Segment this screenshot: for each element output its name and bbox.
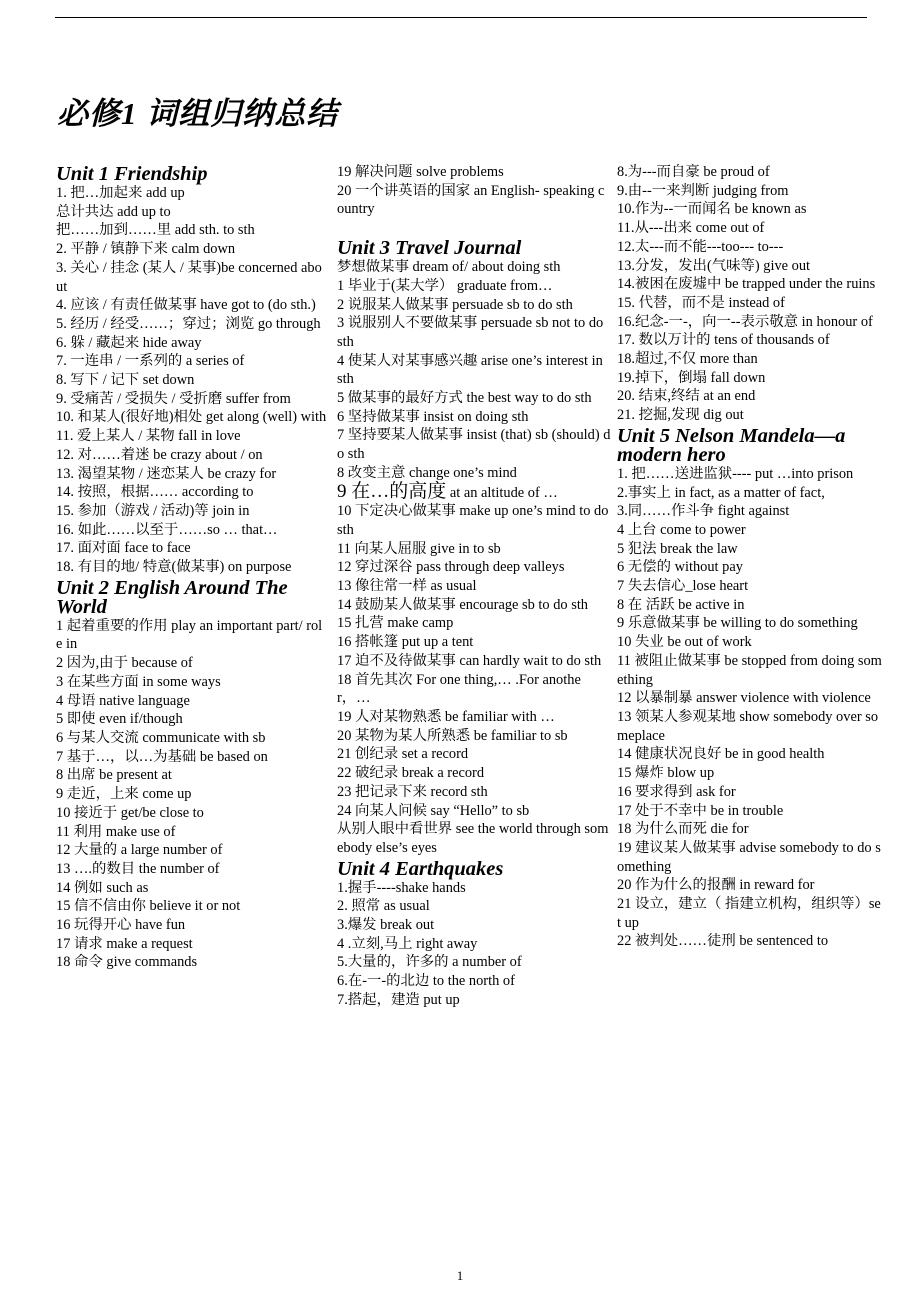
phrase-item: 从别人眼中看世界 see the world through somebody else’s eyes [337, 821, 609, 856]
phrase-item: 8 在 活跃 be active in [617, 596, 745, 613]
unit-heading: Unit 3 Travel Journal [337, 237, 522, 260]
phrase-english: at an altitude of … [446, 484, 558, 501]
phrase-item: 7 坚持要某人做某事 insist (that) sb (should) do sth [337, 427, 611, 463]
phrase-item: 14 健康状况良好 be in good health [617, 746, 825, 763]
phrase-item: 5 做某事的最好方式 the best way to do sth [337, 390, 592, 407]
phrase-item: 19 建议某人做某事 advise somebody to do something [617, 839, 881, 875]
phrase-item: 11. 爱上某人 / 某物 fall in love [56, 428, 241, 445]
phrase-item: 梦想做某事 dream of/ about doing sth [337, 259, 561, 276]
phrase-item: 18. 有目的地/ 特意(做某事) on purpose [56, 559, 292, 576]
phrase-item: 18 命令 give commands [56, 954, 198, 971]
phrase-item: 20 某物为某人所熟悉 be familiar to sb [337, 727, 568, 744]
phrase-item: 14. 按照，根据…… according to [56, 484, 254, 501]
phrase-item: 1. 把…加起来 add up [56, 185, 185, 201]
phrase-item: 6. 躲 / 藏起来 hide away [56, 334, 202, 351]
phrase-item: 14 例如 such as [56, 879, 149, 896]
phrase-item: 16 搭帐篷 put up a tent [337, 634, 474, 651]
phrase-item: 10 接近于 get/be close to [56, 804, 204, 821]
phrase-item: 7 基于…，以…为基础 be based on [56, 748, 268, 765]
phrase-item: 4 上台 come to power [617, 521, 746, 538]
phrase-item: 15 爆炸 blow up [617, 765, 715, 782]
phrase-item: 12 以暴制暴 answer violence with violence [617, 690, 871, 707]
phrase-item: 12. 对……着迷 be crazy about / on [56, 446, 263, 463]
phrase-item: 3.同……作斗争 fight against [617, 503, 790, 520]
phrase-item: 9.由--一来判断 judging from [617, 182, 789, 199]
phrase-item: 12 大量的 a large number of [56, 842, 223, 859]
phrase-item: 20 作为什么的报酬 in reward for [617, 877, 815, 894]
phrase-item: 16.纪念-一-，向一--表示敬意 in honour of [617, 313, 873, 330]
phrase-item: 21 创纪录 set a record [337, 746, 469, 763]
phrase-item: 15 信不信由你 believe it or not [56, 898, 241, 915]
phrase-item: 13.分发，发出(气味等) give out [617, 257, 811, 274]
phrase-item: 4 .立刻,马上 right away [337, 935, 478, 952]
phrase-item: 23 把记录下来 record sth [337, 783, 488, 800]
phrase-item: 11.从---出来 come out of [617, 220, 765, 237]
phrase-item: 11 被阻止做某事 be stopped from doing something [617, 652, 882, 688]
phrase-item: 4 使某人对某事感兴趣 arise one’s interest in sth [337, 352, 603, 388]
phrase-item: 9. 受痛苦 / 受损失 / 受折磨 suffer from [56, 390, 291, 407]
phrase-item: 2 因为,由于 because of [56, 655, 193, 672]
phrase-item: 5 即使 even if/though [56, 711, 183, 728]
page-number: 1 [456, 1268, 464, 1283]
phrase-item: 7 失去信心_lose heart [617, 578, 749, 595]
unit-heading: Unit 1 Friendship [56, 163, 208, 185]
phrase-item: 8.为---而自豪 be proud of [617, 164, 770, 180]
phrase-item: 13. 渴望某物 / 迷恋某人 be crazy for [56, 465, 277, 482]
phrase-item: 19 解决问题 solve problems [337, 164, 504, 180]
unit-heading: Unit 5 Nelson Mandela—a modern hero [617, 424, 846, 466]
phrase-item: 2 说服某人做某事 persuade sb to do sth [337, 296, 573, 313]
phrase-item: 6 与某人交流 communicate with sb [56, 729, 266, 746]
unit-heading: Unit 4 Earthquakes [337, 857, 504, 880]
phrase-item: 20. 结束,终结 at an end [617, 388, 756, 405]
phrase-item: 14 鼓励某人做某事 encourage sb to do sth [337, 596, 589, 613]
phrase-item: 15 扎营 make camp [337, 615, 454, 632]
phrase-item: 22 被判处……徒刑 be sentenced to [617, 933, 829, 950]
header-rule [55, 17, 867, 18]
phrase-item: 9 走近，上来 come up [56, 786, 192, 803]
phrase-item: 17 迫不及待做某事 can hardly wait to do sth [337, 652, 602, 669]
phrase-item: 17 处于不幸中 be in trouble [617, 802, 784, 819]
phrase-item: 15. 参加（游戏 / 活动)等 join in [56, 502, 250, 519]
phrase-item: 13 ….的数目 the number of [56, 860, 220, 877]
unit-heading: Unit 2 English Around The World [56, 576, 288, 618]
phrase-item: 24 向某人问候 say “Hello” to sb [337, 802, 530, 819]
phrase-item: 20 一个讲英语的国家 an English- speaking country [337, 182, 605, 218]
phrase-item: 15. 代替，而不是 instead of [617, 294, 785, 311]
page-title: 必修1 词组归纳总结 [57, 96, 339, 131]
phrase-item: 12 穿过深谷 pass through deep valleys [337, 559, 565, 576]
phrase-item: 6 无偿的 without pay [617, 559, 743, 576]
phrase-item: 7. 一连串 / 一系列的 a series of [56, 353, 245, 370]
phrase-item: 10.作为--一而闻名 be known as [617, 201, 807, 218]
phrase-item: 11 向某人屈服 give in to sb [337, 540, 501, 557]
phrase-item: 13 像往常一样 as usual [337, 578, 477, 595]
phrase-item: 12.太---而不能---too--- to--- [617, 238, 784, 255]
phrase-item [337, 480, 611, 503]
spacer [337, 219, 611, 237]
phrase-item: 总计共达 add up to [56, 203, 171, 220]
phrase-item: 18 为什么而死 die for [617, 821, 749, 838]
phrase-item: 17. 数以万计的 tens of thousands of [617, 332, 830, 349]
phrase-item: 3 说服别人不要做某事 persuade sb not to do sth [337, 315, 604, 350]
phrase-item: 1 起着重要的作用 play an important part/ role in [56, 617, 323, 653]
phrase-item: 6 坚持做某事 insist on doing sth [337, 408, 529, 425]
phrase-item: 19.掉下，倒塌 fall down [617, 369, 766, 386]
phrase-item: 16. 如此……以至于……so … that… [56, 521, 278, 538]
phrase-item: 21 设立，建立（ 指建立机构，组织等）set up [617, 896, 881, 931]
phrase-item: 18 首先其次 For one thing,… .For another，… [337, 671, 581, 707]
phrase-item: 6.在-一-的北边 to the north of [337, 973, 515, 990]
phrase-item: 3.爆发 break out [337, 917, 435, 934]
phrase-item: 17 请求 make a request [56, 935, 193, 952]
phrase-item: 8. 写下 / 记下 set down [56, 372, 195, 389]
phrase-item: 1 毕业于(某大学） graduate from… [337, 277, 553, 294]
phrase-item: 11 利用 make use of [56, 823, 176, 840]
phrase-item: 3 在某些方面 in some ways [56, 673, 221, 690]
phrase-item: 10 下定决心做某事 make up one’s mind to do sth [337, 503, 609, 538]
phrase-item: 1. 把……送进监狱---- put …into prison [617, 465, 854, 482]
phrase-item: 1.握手----shake hands [337, 879, 466, 896]
phrase-item: 2.事实上 in fact, as a matter of fact, [617, 484, 825, 501]
phrase-item: 5.大量的，许多的 a number of [337, 954, 522, 971]
phrase-item: 3. 关心 / 挂念 (某人 / 某事)be concerned about [56, 259, 322, 295]
phrase-item: 21. 挖掘,发现 dig out [617, 407, 744, 424]
phrase-item: 4 母语 native language [56, 692, 190, 709]
phrase-item: 22 破纪录 break a record [337, 765, 485, 782]
phrase-item: 2. 平静 / 镇静下来 calm down [56, 241, 236, 258]
column-3 [617, 163, 883, 951]
phrase-item: 17. 面对面 face to face [56, 540, 191, 557]
phrase-item: 8 改变主意 change one’s mind [337, 464, 517, 481]
phrase-item: 4. 应该 / 有责任做某事 have got to (do sth.) [56, 297, 316, 314]
phrase-item: 7.搭起，建造 put up [337, 991, 460, 1008]
phrase-item: 5. 经历 / 经受……；穿过；浏览 go through [56, 315, 321, 332]
phrase-item: 16 要求得到 ask for [617, 783, 736, 800]
column-2 [337, 163, 611, 1010]
phrase-item: 9 乐意做某事 be willing to do something [617, 615, 858, 632]
phrase-item: 18.超过,不仅 more than [617, 351, 758, 368]
phrase-item: 5 犯法 break the law [617, 540, 738, 557]
phrase-item: 把……加到……里 add sth. to sth [56, 222, 255, 239]
phrase-item: 13 领某人参观某地 show somebody over someplace [617, 708, 879, 744]
phrase-chinese: 9 在…的高度 [337, 480, 447, 502]
phrase-item: 10 失业 be out of work [617, 634, 752, 651]
column-1 [56, 163, 328, 972]
phrase-item: 2. 照常 as usual [337, 898, 430, 915]
phrase-item: 14.被困在废墟中 be trapped under the ruins [617, 276, 876, 293]
phrase-item: 10. 和某人(很好地)相处 get along (well) with [56, 409, 327, 426]
phrase-item: 16 玩得开心 have fun [56, 917, 186, 934]
phrase-item: 8 出席 be present at [56, 767, 172, 784]
phrase-item: 19 人对某物熟悉 be familiar with … [337, 708, 555, 725]
